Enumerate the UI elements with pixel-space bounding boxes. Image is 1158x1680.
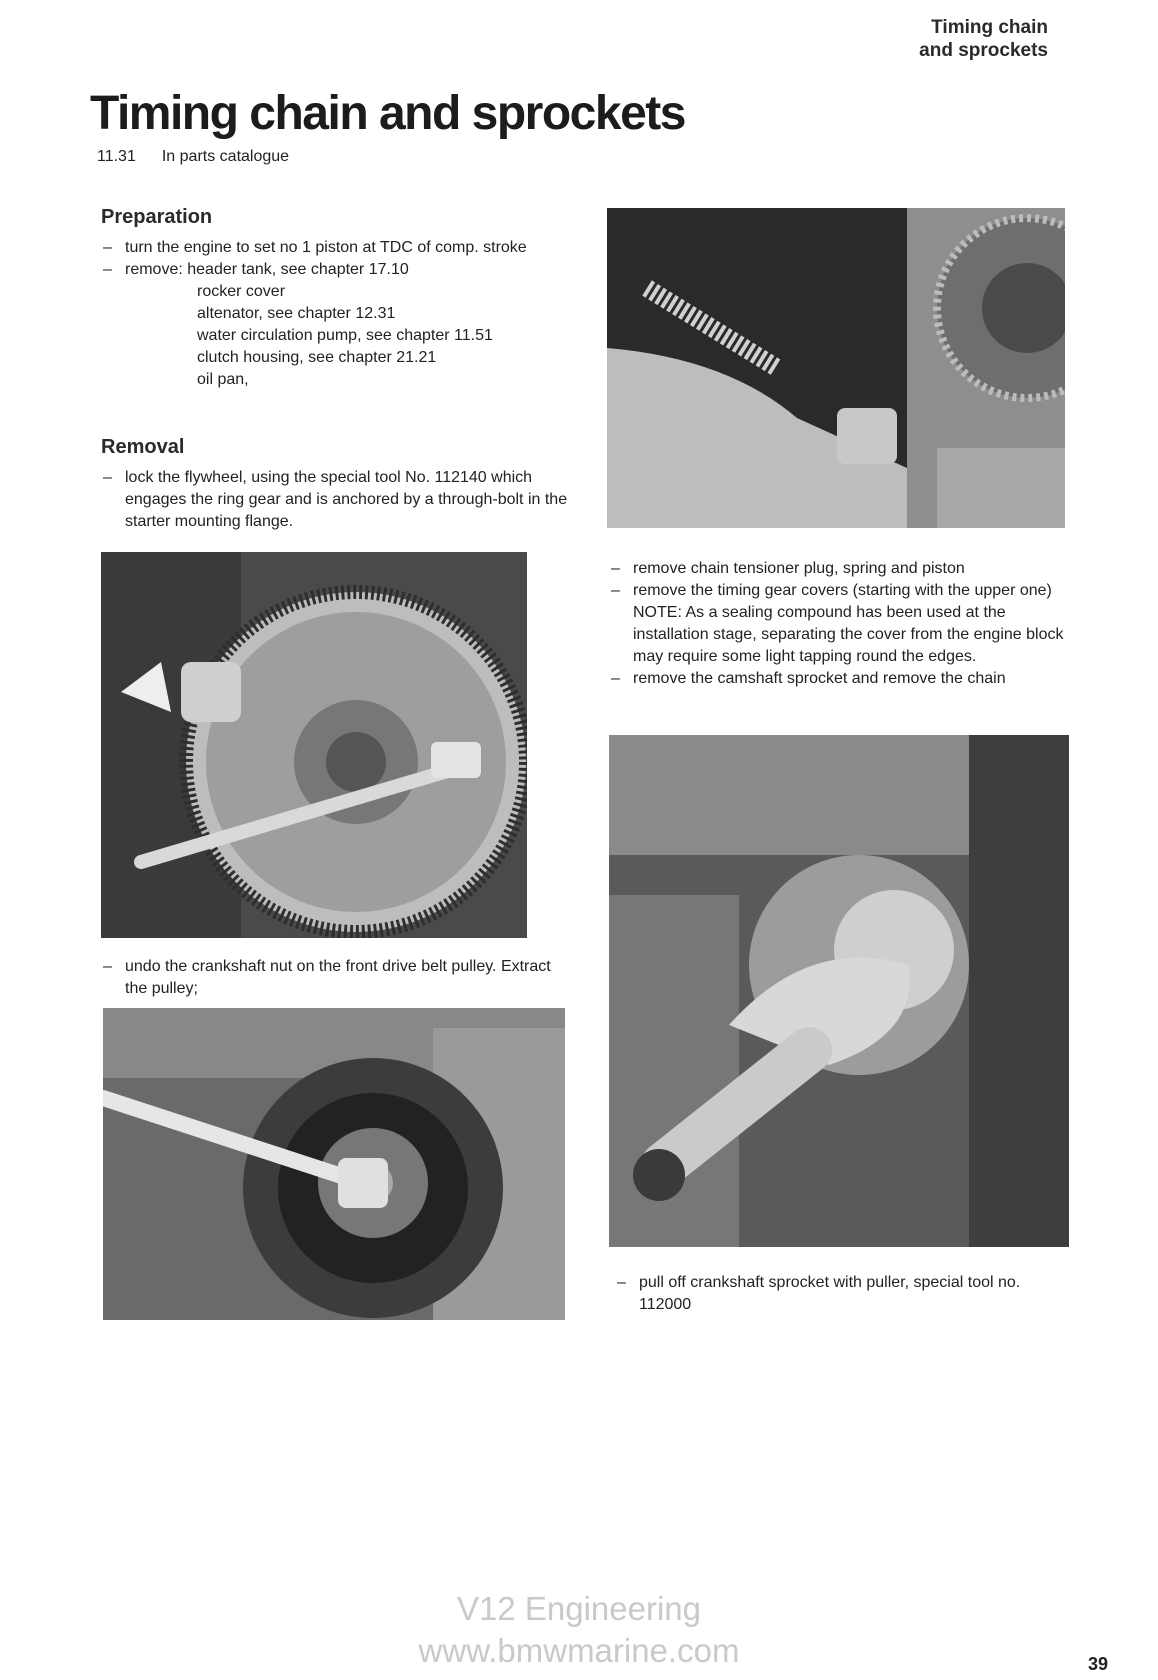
left-caption-block — [101, 956, 571, 1000]
running-head — [919, 16, 1048, 62]
watermark-line-1: V12 Engineering — [456, 1590, 702, 1627]
catalogue-reference — [97, 148, 289, 166]
right-step-2-text: remove the timing gear covers (starting with the upper one) — [633, 582, 1052, 599]
right-caption-text: pull off crankshaft sprocket with puller, special tool no. 112000 — [639, 1274, 1021, 1313]
sealing-note: NOTE: As a sealing compound has been used at the installation stage, separating the cover from the engine block may require some light tapping round the edges. — [633, 604, 1064, 665]
watermark-line-2: www.bmwmarine.com — [418, 1632, 740, 1669]
right-step — [609, 668, 1077, 690]
removal-step-1-text: lock the flywheel, using the special tool No. 112140 which engages the ring gear and is anchored by a through-bolt in the starter mounting flange. — [125, 469, 568, 530]
right-caption-block — [615, 1272, 1075, 1316]
running-head-line-2: and sprockets — [919, 40, 1048, 61]
preparation-heading: Preparation — [101, 206, 213, 228]
right-step-1-text: remove chain tensioner plug, spring and piston — [633, 560, 965, 577]
page-number: 39 — [1087, 1654, 1108, 1674]
right-step-3-text: remove the camshaft sprocket and remove the chain — [633, 670, 1006, 687]
removal-steps — [101, 467, 571, 533]
pulley-photo — [103, 1008, 565, 1320]
right-step — [609, 558, 1077, 580]
flywheel-lock-photo — [101, 552, 527, 938]
catalogue-text: In parts catalogue — [161, 148, 290, 165]
preparation-steps — [101, 237, 561, 391]
remove-item: header tank, see chapter 17.10 — [187, 261, 409, 278]
preparation-section — [101, 206, 561, 391]
preparation-step — [101, 237, 561, 259]
sprocket-puller-photo — [609, 735, 1069, 1247]
right-steps-block — [609, 558, 1077, 690]
right-caption-steps — [615, 1272, 1075, 1316]
remove-item: clutch housing, see chapter 21.21 — [197, 349, 437, 366]
remove-label: remove: — [125, 261, 183, 278]
preparation-step — [101, 259, 561, 391]
preparation-step-1-text: turn the engine to set no 1 piston at TDC of comp. stroke — [125, 239, 527, 256]
right-caption-step — [615, 1272, 1075, 1316]
removal-step — [101, 467, 571, 533]
left-caption-text: undo the crankshaft nut on the front drive belt pulley. Extract the pulley; — [125, 958, 551, 997]
removal-section — [101, 436, 571, 533]
right-steps — [609, 558, 1077, 690]
left-caption-step — [101, 956, 571, 1000]
remove-item: rocker cover — [197, 283, 286, 300]
page-title: Timing chain and sprockets — [90, 87, 685, 140]
left-caption-steps — [101, 956, 571, 1000]
removal-heading: Removal — [101, 436, 185, 458]
catalogue-number: 11.31 — [97, 148, 136, 165]
running-head-line-1: Timing chain — [931, 17, 1048, 38]
remove-item: water circulation pump, see chapter 11.51 — [197, 327, 493, 344]
chain-tensioner-photo — [607, 208, 1065, 528]
remove-item: oil pan, — [197, 371, 249, 388]
right-step — [609, 580, 1077, 668]
remove-item: altenator, see chapter 12.31 — [197, 305, 396, 322]
